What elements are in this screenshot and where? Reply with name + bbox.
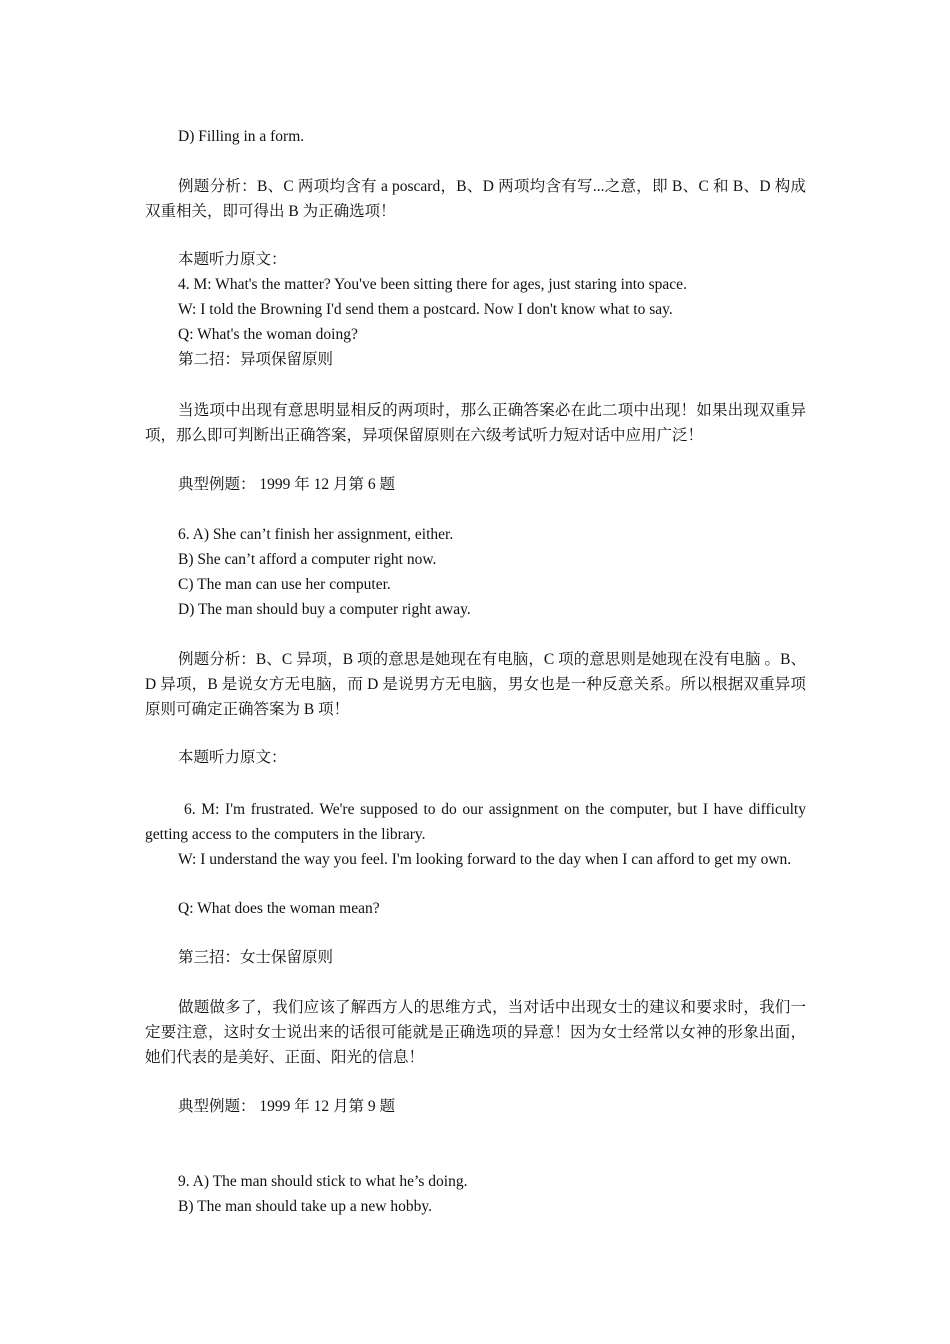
option-d-line-2: D) The man should buy a computer right away. — [178, 601, 471, 618]
transcript-paragraph-man: 6. M: I'm frustrated. We're supposed to do our assignment on the computer, but I have difficulty getting access to the computers in the library. — [145, 801, 806, 843]
analysis-paragraph-1: 例题分析：B、C 两项均含有 a poscard，B、D 两项均含有写...之意，即 B、C 和 B、D 构成双重相关，即可得出 B 为正确选项！ — [145, 178, 806, 220]
example-heading-1: 典型例题： 1999 年 12 月第 6 题 — [178, 476, 396, 493]
principle-paragraph-3: 做题做多了，我们应该了解西方人的思维方式，当对话中出现女士的建议和要求时，我们一定要注意，这时女士说出来的话很可能就是正确选项的异意！因为女士经常以女神的形象出面，她们代表的是美好、正面、阳光的信息！ — [145, 999, 806, 1066]
section-heading-2: 第二招：异项保留原则 — [178, 351, 334, 368]
principle-paragraph-2: 当选项中出现有意思明显相反的两项时，那么正确答案必在此二项中出现！如果出现双重异项，那么即可判断出正确答案，异项保留原则在六级考试听力短对话中应用广泛！ — [145, 402, 806, 444]
transcript-heading-1: 本题听力原文： — [178, 251, 287, 268]
transcript-question-2: Q: What does the woman mean? — [178, 900, 380, 917]
section-heading-3: 第三招：女士保留原则 — [178, 949, 334, 966]
transcript-paragraph-woman: W: I understand the way you feel. I'm looking forward to the day when I can afford to get my own. — [178, 851, 792, 868]
option-b-line: B) She can’t afford a computer right now. — [178, 551, 437, 568]
option-b-line-2: B) The man should take up a new hobby. — [178, 1198, 432, 1215]
transcript-heading-2: 本题听力原文： — [178, 749, 287, 766]
transcript-line-man: 4. M: What's the matter? You've been sitting there for ages, just staring into space. — [178, 276, 687, 293]
option-d-line: D) Filling in a form. — [178, 128, 305, 145]
transcript-line-woman: W: I told the Browning I'd send them a postcard. Now I don't know what to say. — [178, 301, 673, 318]
transcript-line-question: Q: What's the woman doing? — [178, 326, 358, 343]
option-c-line: C) The man can use her computer. — [178, 576, 391, 593]
option-a-line-2: 9. A) The man should stick to what he’s doing. — [178, 1173, 468, 1190]
analysis-paragraph-2: 例题分析：B、C 异项，B 项的意思是她现在有电脑，C 项的意思则是她现在没有电脑 。B、D 异项，B 是说女方无电脑，而 D 是说男方无电脑，男女也是一种反意关系。所以根据双重异项原则可确定正确答案为 B 项！ — [145, 651, 806, 718]
example-heading-2: 典型例题： 1999 年 12 月第 9 题 — [178, 1098, 396, 1115]
option-a-line: 6. A) She can’t finish her assignment, either. — [178, 526, 454, 543]
